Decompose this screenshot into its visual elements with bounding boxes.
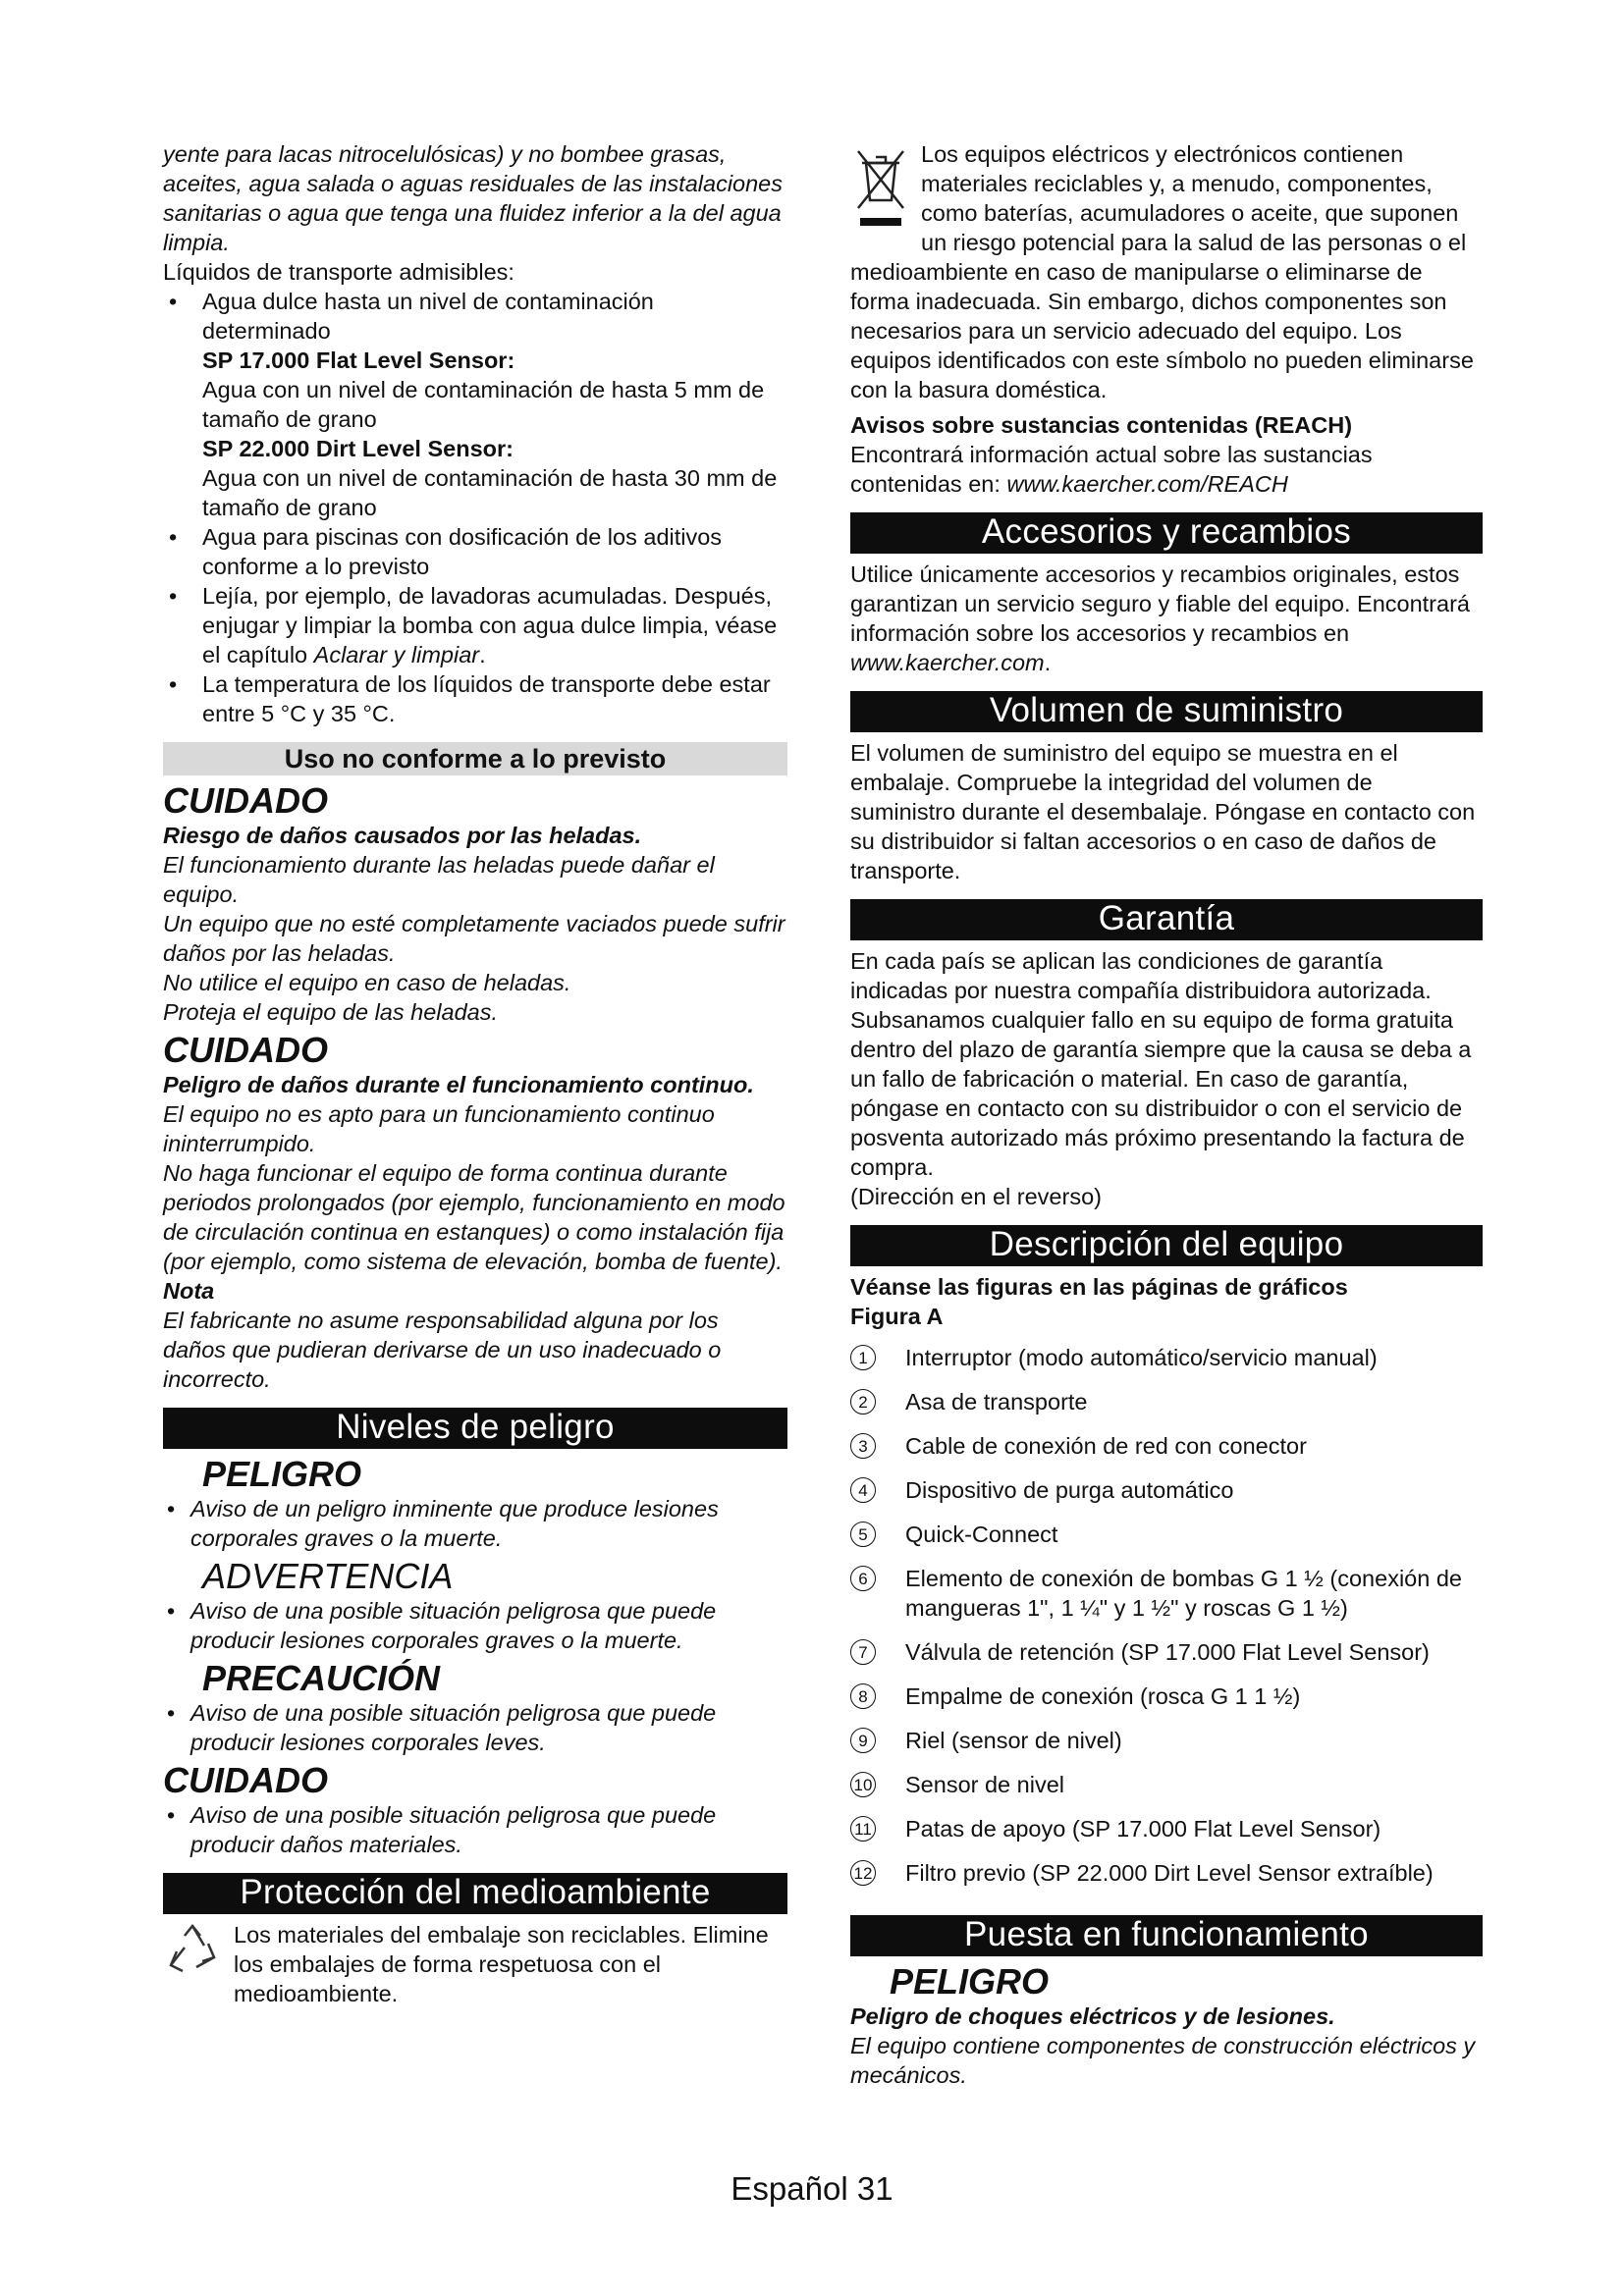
cuidado-title: CUIDADO — [163, 1030, 328, 1070]
parts-list — [850, 1343, 1483, 1888]
reach-link[interactable]: www.kaercher.com/REACH — [1006, 471, 1288, 497]
part-number: 4 — [850, 1477, 876, 1503]
left-column — [163, 139, 787, 2008]
cuidado-subtitle: Riesgo de daños causados por las heladas. — [163, 823, 642, 848]
cuidado-title: CUIDADO — [163, 1760, 328, 1800]
sp17-label: SP 17.000 Flat Level Sensor: — [202, 347, 515, 373]
cuidado-subtitle: Peligro de daños durante el funcionamiento continuo. — [163, 1072, 754, 1097]
part-number: 11 — [850, 1816, 876, 1842]
warning-text: Proteja el equipo de las heladas. — [163, 999, 498, 1025]
reach-text: Encontrará información actual sobre las sustancias contenidas en: www.kaercher.com/REACH — [850, 442, 1373, 497]
nota-text: El fabricante no asume responsabilidad alguna por los daños que pudieran derivarse de un uso inadecuado o incorrecto. — [163, 1308, 722, 1392]
part-number: 2 — [850, 1389, 876, 1415]
part-item: 11 Patas de apoyo (SP 17.000 Flat Level Sensor) — [850, 1814, 1483, 1843]
weee-text: Los equipos eléctricos y electrónicos contienen materiales reciclables y, a menudo, componentes, como baterías, acumuladores o aceite, que suponen un riesgo potencial para la salud de las personas o el medioambiente en caso de manipularse o eliminarse de forma inadecuada. Sin embargo, dichos componentes son necesarios para un servicio adecuado del equipo. Los equipos identificados con este símbolo no pueden eliminarse con la basura doméstica. — [850, 141, 1474, 402]
peligro-text: El equipo contiene componentes de construcción eléctricos y mecánicos. — [850, 2033, 1476, 2088]
peligro-title: PELIGRO — [202, 1454, 362, 1494]
garantia-text: En cada país se aplican las condiciones de garantía indicadas por nuestra compañía distribuidora autorizada. Subsanamos cualquier fallo en su equipo de forma gratuita dentro del plazo de garantía siempre que la causa se deba a un fallo de fabricación o material. En caso de garantía, póngase en contacto con su distribuidor o con el servicio de posventa autorizado más próximo presentando la factura de compra. — [850, 948, 1472, 1180]
part-item: 10 Sensor de nivel — [850, 1770, 1483, 1799]
part-number: 7 — [850, 1639, 876, 1665]
part-number: 9 — [850, 1728, 876, 1753]
section-heading-puesta: Puesta en funcionamiento — [850, 1915, 1483, 1956]
part-number: 5 — [850, 1522, 876, 1547]
garantia-note: (Dirección en el reverso) — [850, 1184, 1102, 1209]
warning-text: El equipo no es apto para un funcionamiento continuo ininterrumpido. — [163, 1101, 715, 1156]
crossed-bin-icon — [850, 143, 911, 232]
list-item: • Lejía, por ejemplo, de lavadoras acumuladas. Después, enjugar y limpiar la bomba con agua dulce limpia, véase el capítulo Aclarar y limpiar. — [163, 581, 787, 669]
section-heading-proteccion: Protección del medioambiente — [163, 1873, 787, 1914]
footer-language: Español — [731, 2170, 848, 2207]
part-number: 3 — [850, 1433, 876, 1459]
section-heading-volumen: Volumen de suministro — [850, 691, 1483, 732]
page-footer — [0, 2169, 1624, 2209]
part-number: 10 — [850, 1772, 876, 1797]
descripcion-subtitle: Véanse las figuras en las páginas de gráficos — [850, 1274, 1348, 1300]
part-number: 12 — [850, 1860, 876, 1886]
precaucion-title: PRECAUCIÓN — [202, 1658, 441, 1698]
section-heading-descripcion: Descripción del equipo — [850, 1225, 1483, 1266]
sp22-label: SP 22.000 Dirt Level Sensor: — [202, 436, 514, 461]
nota-title: Nota — [163, 1278, 215, 1304]
part-item: 3 Cable de conexión de red con conector — [850, 1431, 1483, 1461]
warning-text: No utilice el equipo en caso de heladas. — [163, 970, 571, 995]
warning-text: No haga funcionar el equipo de forma continua durante periodos prolongados (por ejemplo, funcionamiento en modo de circulación continua en estanques) o como instalación fija (por ejemplo, como sistema de elevación, bomba de fuente). — [163, 1160, 785, 1274]
list-item: • Aviso de una posible situación peligrosa que puede producir lesiones corporales graves o la muerte. — [163, 1596, 787, 1655]
part-item: 7 Válvula de retención (SP 17.000 Flat Level Sensor) — [850, 1637, 1483, 1667]
list-item: • Agua para piscinas con dosificación de los aditivos conforme a lo previsto — [163, 522, 787, 581]
recycling-text: Los materiales del embalaje son reciclables. Elimine los embalajes de forma respetuosa con el medioambiente. — [234, 1922, 769, 2006]
chapter-reference: Aclarar y limpiar — [313, 642, 480, 667]
liquids-list-continued — [163, 522, 787, 728]
recycling-note — [163, 1920, 787, 2008]
weee-note — [850, 139, 1483, 404]
intro-text: yente para lacas nitrocelulósicas) y no bombee grasas, aceites, agua salada o aguas residuales de las instalaciones sanitarias o agua que tenga una fluidez inferior a la del agua limpia. — [163, 141, 784, 255]
list-item: • Aviso de un peligro inminente que produce lesiones corporales graves o la muerte. — [163, 1494, 787, 1553]
peligro-title: PELIGRO — [890, 1961, 1050, 2002]
accesorios-text: Utilice únicamente accesorios y recambios originales, estos garantizan un servicio seguro y fiable del equipo. Encontrará información sobre los accesorios y recambios en www.kaercher.com. — [850, 561, 1470, 675]
page-number: 31 — [856, 2170, 893, 2207]
part-item: 9 Riel (sensor de nivel) — [850, 1726, 1483, 1755]
part-item: 6 Elemento de conexión de bombas G 1 ½ (conexión de mangueras 1", 1 ¼" y 1 ½" y roscas G 1 ½) — [850, 1564, 1483, 1623]
part-item: 4 Dispositivo de purga automático — [850, 1475, 1483, 1505]
section-heading-accesorios: Accesorios y recambios — [850, 512, 1483, 554]
section-heading-niveles: Niveles de peligro — [163, 1408, 787, 1449]
peligro-list — [163, 1494, 787, 1553]
part-item: 1 Interruptor (modo automático/servicio manual) — [850, 1343, 1483, 1372]
section-heading-garantia: Garantía — [850, 899, 1483, 940]
part-item: 12 Filtro previo (SP 22.000 Dirt Level Sensor extraíble) — [850, 1858, 1483, 1888]
sp17-text: Agua con un nivel de contaminación de hasta 5 mm de tamaño de grano — [202, 377, 765, 432]
cuidado-list — [163, 1800, 787, 1859]
cuidado-title: CUIDADO — [163, 780, 328, 821]
part-number: 1 — [850, 1345, 876, 1370]
part-item: 8 Empalme de conexión (rosca G 1 1 ½) — [850, 1682, 1483, 1711]
section-heading-uso: Uso no conforme a lo previsto — [163, 742, 787, 775]
advertencia-title: ADVERTENCIA — [202, 1556, 454, 1596]
recycling-icon — [163, 1922, 222, 1981]
list-item: • Aviso de una posible situación peligrosa que puede producir lesiones corporales leves. — [163, 1698, 787, 1757]
peligro-subtitle: Peligro de choques eléctricos y de lesiones. — [850, 2003, 1335, 2029]
precaucion-list — [163, 1698, 787, 1757]
list-item: • La temperatura de los líquidos de transporte debe estar entre 5 °C y 35 °C. — [163, 669, 787, 728]
right-column — [850, 139, 1483, 2090]
sp22-text: Agua con un nivel de contaminación de hasta 30 mm de tamaño de grano — [202, 465, 778, 520]
volumen-text: El volumen de suministro del equipo se muestra en el embalaje. Compruebe la integridad del volumen de suministro durante el desembalaje. Póngase en contacto con su distribuidor si faltan accesorios o en caso de daños de transporte. — [850, 740, 1476, 883]
part-number: 8 — [850, 1683, 876, 1709]
part-number: 6 — [850, 1566, 876, 1591]
liquids-heading: Líquidos de transporte admisibles: — [163, 259, 514, 285]
warning-text: Un equipo que no esté completamente vaciados puede sufrir daños por las heladas. — [163, 911, 785, 966]
figura-label: Figura A — [850, 1304, 944, 1329]
part-item: 2 Asa de transporte — [850, 1387, 1483, 1416]
kaercher-link[interactable]: www.kaercher.com — [850, 650, 1045, 675]
advertencia-list — [163, 1596, 787, 1655]
part-item: 5 Quick-Connect — [850, 1520, 1483, 1549]
liquids-list — [163, 287, 787, 346]
list-item: • Aviso de una posible situación peligrosa que puede producir daños materiales. — [163, 1800, 787, 1859]
list-item: • Agua dulce hasta un nivel de contaminación determinado — [163, 287, 787, 346]
reach-title: Avisos sobre sustancias contenidas (REACH) — [850, 412, 1353, 438]
warning-text: El funcionamiento durante las heladas puede dañar el equipo. — [163, 852, 715, 907]
